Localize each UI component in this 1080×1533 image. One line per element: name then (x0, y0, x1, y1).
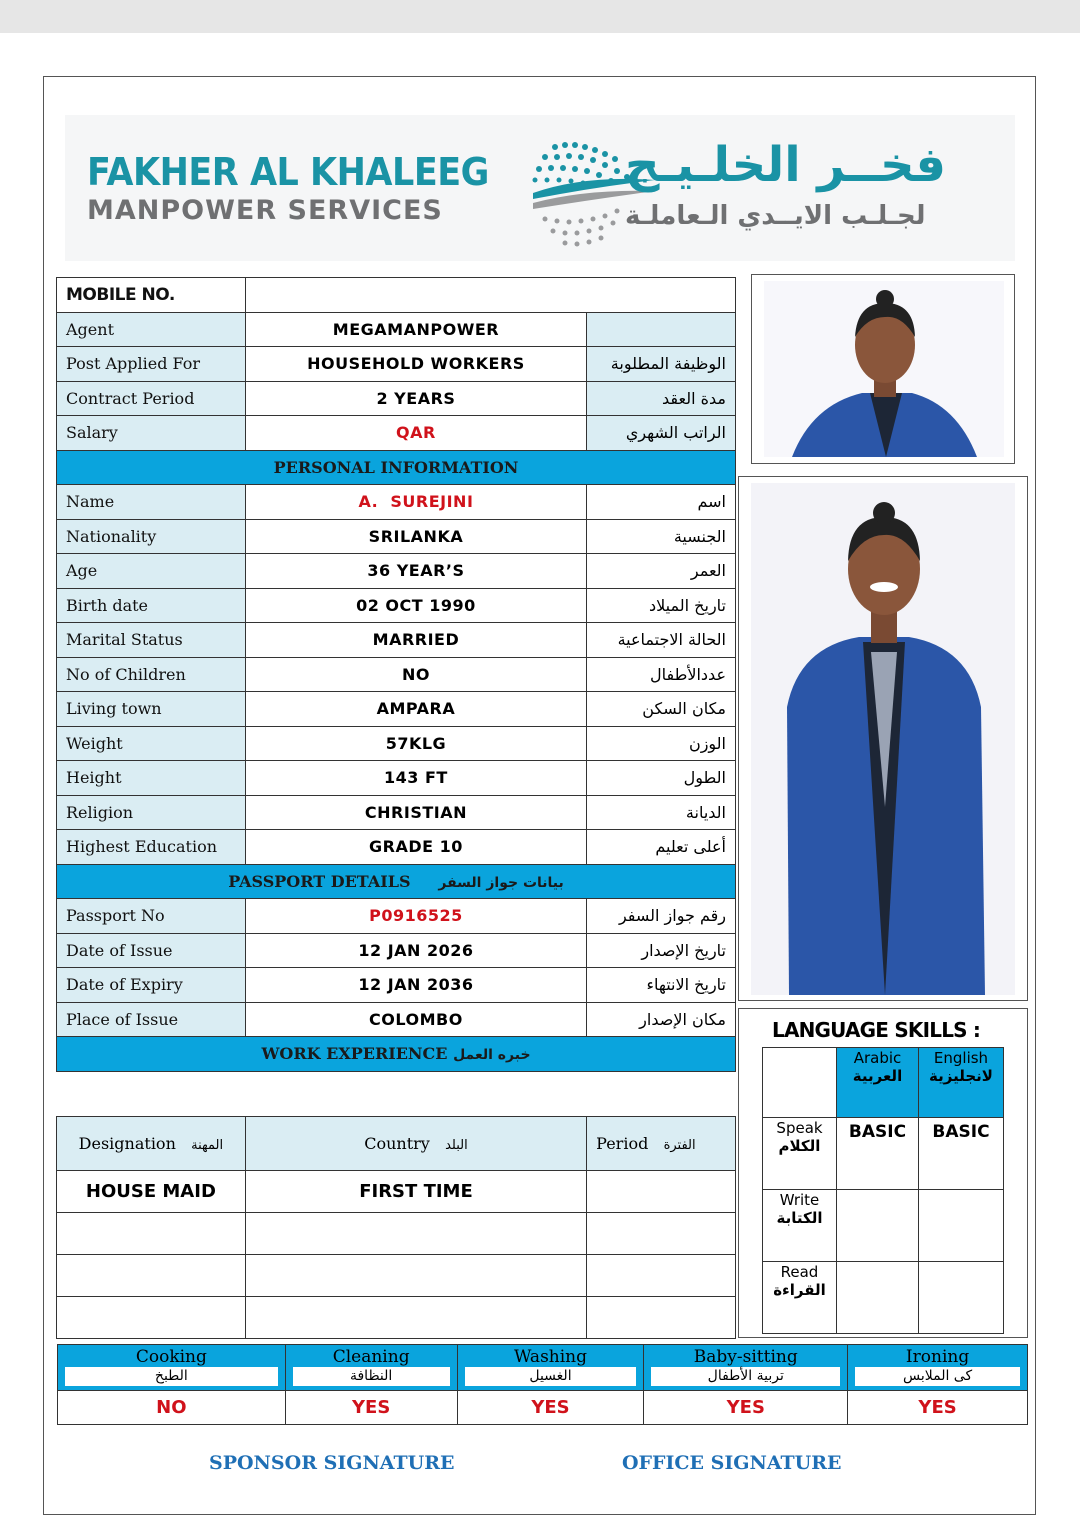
skill-label-ar: كى الملابس (855, 1367, 1020, 1386)
empty-cell (245, 1213, 586, 1255)
row-label-ar: القراءة (773, 1281, 826, 1299)
field-label-arabic: الجنسية (587, 519, 736, 554)
skills-header-row (58, 1345, 1028, 1391)
info-table (56, 277, 736, 1072)
skill-label-ar: النظافة (293, 1367, 450, 1386)
skill-cleaning (285, 1345, 457, 1391)
field-label-arabic: العمر (587, 554, 736, 589)
full-body-photo (738, 476, 1028, 1001)
col-label: Country (364, 1134, 430, 1153)
field-label: Salary (57, 416, 246, 451)
row-label (763, 1190, 837, 1262)
field-value: GRADE 10 (245, 830, 586, 865)
field-label-arabic: اسم (587, 485, 736, 520)
field-label-arabic (587, 312, 736, 347)
skill-baby-sitting (644, 1345, 848, 1391)
field-label: Living town (57, 692, 246, 727)
empty-cell (245, 1297, 586, 1339)
field-label: No of Children (57, 657, 246, 692)
language-row-speak (763, 1118, 1004, 1190)
section-title (57, 1037, 736, 1072)
field-label-arabic: مكان السكن (587, 692, 736, 727)
row-label (763, 1262, 837, 1334)
col-country (245, 1117, 586, 1171)
field-value: P0916525 (245, 899, 586, 934)
table-row (57, 726, 736, 761)
language-skills-table (762, 1047, 1004, 1334)
field-label: Passport No (57, 899, 246, 934)
skill-value: YES (644, 1391, 848, 1425)
col-label: English (933, 1049, 989, 1067)
field-value: MARRIED (245, 623, 586, 658)
col-english (919, 1048, 1004, 1118)
empty-cell (587, 1255, 736, 1297)
table-row (57, 761, 736, 796)
empty-cell (587, 1213, 736, 1255)
portrait-small-image (752, 275, 1014, 463)
logo-arabic-name: فخــر الخلـيـج (625, 137, 947, 193)
field-value: MEGAMANPOWER (245, 312, 586, 347)
field-label: Weight (57, 726, 246, 761)
table-row (57, 1255, 736, 1297)
col-label-ar: المهنة (191, 1138, 224, 1153)
office-signature-label: OFFICE SIGNATURE (622, 1452, 842, 1474)
table-row (57, 588, 736, 623)
section-header-work (57, 1037, 736, 1072)
read-english-value (919, 1262, 1004, 1334)
section-title-ar: بيانات جواز السفر (438, 874, 564, 891)
skill-label: Washing (513, 1347, 588, 1367)
field-label-arabic: أعلى تعليم (587, 830, 736, 865)
field-label: Height (57, 761, 246, 796)
skill-label-ar: الطبخ (65, 1367, 278, 1386)
field-label-arabic: الراتب الشهري (587, 416, 736, 451)
table-row (57, 416, 736, 451)
work-designation: HOUSE MAID (57, 1171, 246, 1213)
language-skills-title: LANGUAGE SKILLS : (772, 1018, 981, 1042)
empty-cell (57, 1213, 246, 1255)
field-value: 12 JAN 2036 (245, 968, 586, 1003)
write-arabic-value (837, 1190, 919, 1262)
row-label-en: Write (779, 1191, 820, 1209)
table-row (57, 933, 736, 968)
col-period (587, 1117, 736, 1171)
table-row (57, 1002, 736, 1037)
empty-cell (587, 1297, 736, 1339)
table-row (57, 1213, 736, 1255)
table-row (57, 381, 736, 416)
field-label: Contract Period (57, 381, 246, 416)
skill-ironing (848, 1345, 1028, 1391)
table-row (57, 519, 736, 554)
skill-cooking (58, 1345, 286, 1391)
field-label-arabic: الحالة الاجتماعية (587, 623, 736, 658)
sponsor-signature-label: SPONSOR SIGNATURE (209, 1452, 455, 1474)
company-logo-banner (65, 115, 1015, 261)
col-arabic (837, 1048, 919, 1118)
table-row (57, 623, 736, 658)
field-label: Religion (57, 795, 246, 830)
field-label: Age (57, 554, 246, 589)
skill-value: YES (285, 1391, 457, 1425)
field-label: Marital Status (57, 623, 246, 658)
table-row (57, 312, 736, 347)
section-header-personal (57, 450, 736, 485)
row-label (763, 1118, 837, 1190)
skill-label-ar: الغسيل (465, 1367, 637, 1386)
col-label: Designation (78, 1134, 176, 1153)
empty-cell (763, 1048, 837, 1118)
field-label-arabic: الديانة (587, 795, 736, 830)
col-designation (57, 1117, 246, 1171)
row-label-ar: الكلام (778, 1137, 821, 1155)
field-label: Name (57, 485, 246, 520)
field-label: Date of Issue (57, 933, 246, 968)
section-header-passport (57, 864, 736, 899)
language-header-row (763, 1048, 1004, 1118)
field-value: 36 YEAR’S (245, 554, 586, 589)
col-label-ar: الفترة (663, 1138, 696, 1153)
field-value: HOUSEHOLD WORKERS (245, 347, 586, 382)
field-value: QAR (245, 416, 586, 451)
skill-value: YES (848, 1391, 1028, 1425)
empty-cell (57, 1255, 246, 1297)
field-label: Post Applied For (57, 347, 246, 382)
field-value: 57KLG (245, 726, 586, 761)
section-title-ar: خبره العمل (453, 1047, 531, 1064)
field-value: AMPARA (245, 692, 586, 727)
field-value: 02 OCT 1990 (245, 588, 586, 623)
field-value: 2 YEARS (245, 381, 586, 416)
table-row (57, 1171, 736, 1213)
row-label-en: Speak (776, 1119, 823, 1137)
row-label-en: Read (780, 1263, 819, 1281)
skill-value: NO (58, 1391, 286, 1425)
skills-table (57, 1344, 1028, 1425)
field-label-arabic: تاريخ الميلاد (587, 588, 736, 623)
skill-value: YES (457, 1391, 644, 1425)
table-row (57, 692, 736, 727)
field-label: Birth date (57, 588, 246, 623)
field-value: 12 JAN 2026 (245, 933, 586, 968)
work-header-row (57, 1117, 736, 1171)
section-title: PERSONAL INFORMATION (57, 450, 736, 485)
logo-english-name: FAKHER AL KHALEEG (87, 151, 489, 195)
table-row (57, 554, 736, 589)
language-row-write (763, 1190, 1004, 1262)
table-row (57, 1297, 736, 1339)
field-label-arabic: تاريخ الإصدار (587, 933, 736, 968)
field-value: NO (245, 657, 586, 692)
speak-arabic-value: BASIC (837, 1118, 919, 1190)
table-row (57, 899, 736, 934)
skill-label-ar: تربية الأطفال (651, 1367, 840, 1386)
table-row (57, 795, 736, 830)
col-label: Arabic (853, 1049, 902, 1067)
col-label: Period (596, 1134, 649, 1153)
field-label-arabic: تاريخ الانتهاء (587, 968, 736, 1003)
read-arabic-value (837, 1262, 919, 1334)
section-title-en: PASSPORT DETAILS (228, 871, 411, 891)
field-value: SRILANKA (245, 519, 586, 554)
field-value: 143 FT (245, 761, 586, 796)
skill-label: Cleaning (332, 1347, 410, 1367)
empty-cell (245, 1255, 586, 1297)
skill-label: Cooking (135, 1347, 207, 1367)
empty-cell (57, 1297, 246, 1339)
table-row (57, 968, 736, 1003)
work-period (587, 1171, 736, 1213)
field-label: Agent (57, 312, 246, 347)
field-label-arabic: مدة العقد (587, 381, 736, 416)
col-label-ar: البلد (445, 1138, 468, 1153)
table-row (57, 485, 736, 520)
field-value: A. SUREJINI (245, 485, 586, 520)
field-label: Date of Expiry (57, 968, 246, 1003)
work-country: FIRST TIME (245, 1171, 586, 1213)
portrait-full-image (739, 477, 1027, 1000)
skills-value-row (58, 1391, 1028, 1425)
field-label-arabic: الوزن (587, 726, 736, 761)
skill-label: Baby-sitting (693, 1347, 798, 1367)
passport-photo (751, 274, 1015, 464)
mobile-label: MOBILE NO. (57, 278, 246, 313)
speak-english-value: BASIC (919, 1118, 1004, 1190)
work-experience-table (56, 1116, 736, 1339)
viewer-top-bar (0, 0, 1080, 33)
skill-label: Ironing (905, 1347, 970, 1367)
row-label-ar: الكتابة (776, 1209, 823, 1227)
logo-english-subtitle: MANPOWER SERVICES (87, 195, 443, 226)
field-label: Nationality (57, 519, 246, 554)
field-value: CHRISTIAN (245, 795, 586, 830)
table-row (57, 830, 736, 865)
section-title-en: WORK EXPERIENCE (261, 1044, 448, 1064)
field-label: Place of Issue (57, 1002, 246, 1037)
field-label-arabic: عددالأطفال (587, 657, 736, 692)
col-label-ar: العربية (852, 1067, 903, 1085)
mobile-value (245, 278, 735, 313)
field-label-arabic: مكان الإصدار (587, 1002, 736, 1037)
field-label: Highest Education (57, 830, 246, 865)
field-label-arabic: الوظيفة المطلوبة (587, 347, 736, 382)
mobile-row (57, 278, 736, 313)
table-row (57, 657, 736, 692)
col-label-ar: لانجليزية (929, 1067, 993, 1085)
section-title (57, 864, 736, 899)
language-row-read (763, 1262, 1004, 1334)
table-row (57, 347, 736, 382)
skill-washing (457, 1345, 644, 1391)
field-value: COLOMBO (245, 1002, 586, 1037)
field-label-arabic: الطول (587, 761, 736, 796)
field-label-arabic: رقم جواز السفر (587, 899, 736, 934)
logo-arabic-subtitle: لجـلـب الايــدي الـعاملـة (625, 201, 926, 231)
write-english-value (919, 1190, 1004, 1262)
